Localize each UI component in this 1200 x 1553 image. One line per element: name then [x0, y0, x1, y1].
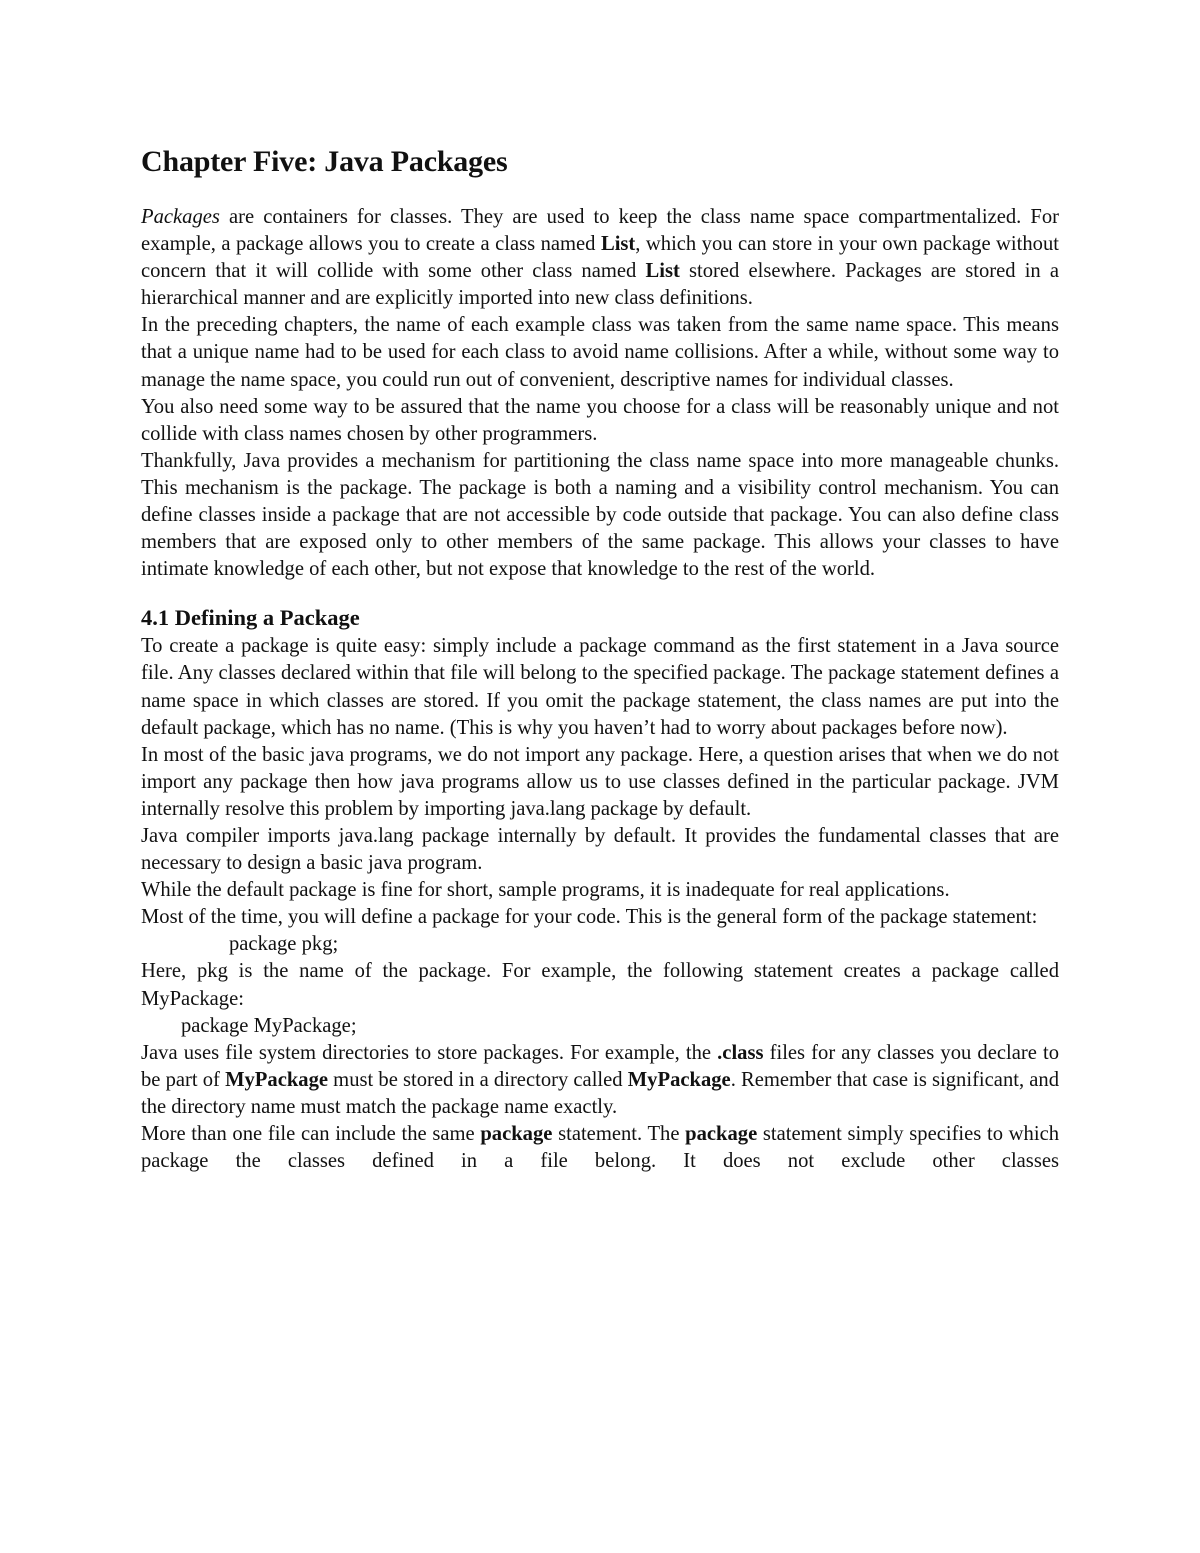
section-paragraph-1: To create a package is quite easy: simply include a package command as the first statement in a Java source file. Any classes declared within that file will belong to the specified package. The package statement defines a name space in which classes are stored. If you omit the package statement, the class names are put into the default package, which has no name. (This is why you haven’t had to worry about packages before now). [141, 635, 1059, 739]
p8-text-b: statement. The [552, 1123, 686, 1145]
term-list-2: List [645, 260, 680, 283]
section-paragraph-4: While the default package is fine for short, sample programs, it is inadequate for real applications. [141, 879, 950, 902]
section-paragraph-7 [141, 1040, 1059, 1121]
section-paragraph-5: Most of the time, you will define a package for your code. This is the general form of the package statement: [141, 906, 1038, 929]
term-mypackage-2: MyPackage [627, 1068, 731, 1091]
intro-p1-text-a: are containers for classes. They are used to keep the class name space compartmentalized. For example, a package allows you to create a class named [141, 206, 1059, 256]
section-paragraph-8 [141, 1121, 1059, 1175]
intro-paragraph-1 [141, 204, 1059, 312]
p8-text-c: statement simply specifies to which package the classes defined in a file belong. It does not exclude other classes [141, 1123, 1060, 1173]
term-packages: Packages [141, 206, 220, 228]
p8-text-a: More than one file can include the same [141, 1123, 481, 1145]
section-paragraph-6: Here, pkg is the name of the package. For example, the following statement creates a package called MyPackage: [141, 960, 1059, 1010]
intro-paragraph-4: Thankfully, Java provides a mechanism for partitioning the class name space into more manageable chunks. This mechanism is the package. The package is both a naming and a visibility control mechanism. You can define classes inside a package that are not accessible by code outside that package. You can also define class members that are exposed only to other members of the same package. This allows your classes to have intimate knowledge of each other, but not expose that knowledge to the rest of the world. [141, 449, 1059, 581]
term-list-1: List [600, 233, 636, 256]
intro-p1-text-c: stored elsewhere. Packages are stored in a hierarchical manner and are explicitly imported into new class definitions. [141, 260, 1060, 310]
term-package-2: package [685, 1123, 758, 1145]
section-paragraph-2: In most of the basic java programs, we do not import any package. Here, a question arises that when we do not import any package then how java programs allow us to use classes defined in the particular package. JVM internally resolve this problem by importing java.lang package by default. [141, 743, 1059, 820]
p7-text-a: Java uses file system directories to store packages. For example, the [141, 1041, 718, 1064]
chapter-title: Chapter Five: Java Packages [141, 145, 508, 178]
p7-text-d: . Remember that case is significant, and the directory name must match the package name exactly. [141, 1068, 1059, 1118]
section-heading: 4.1 Defining a Package [141, 605, 360, 631]
section-paragraph-3: Java compiler imports java.lang package internally by default. It provides the fundamental classes that are necessary to design a basic java program. [141, 824, 1059, 875]
term-class-ext: .class [717, 1041, 764, 1064]
code-package-mypackage: package MyPackage; [181, 1014, 357, 1037]
intro-paragraph-3: You also need some way to be assured that the name you choose for a class will be reasonably unique and not collide with class names chosen by other programmers. [141, 395, 1059, 445]
term-mypackage-1: MyPackage [225, 1068, 329, 1091]
intro-paragraph-2: In the preceding chapters, the name of each example class was taken from the same name space. This means that a unique name had to be used for each class to avoid name collisions. After a while, without some way to manage the name space, you could run out of convenient, descriptive names for individual classes. [141, 314, 1059, 391]
document-page [141, 140, 1059, 1175]
p7-text-b: files for any classes you declare to be part of [141, 1041, 1059, 1091]
p7-text-c: must be stored in a directory called [328, 1068, 628, 1091]
term-package-1: package [480, 1123, 553, 1145]
intro-p1-text-b: , which you can store in your own package without concern that it will collide with some other class named [141, 233, 1059, 283]
code-package-pkg: package pkg; [229, 933, 339, 956]
